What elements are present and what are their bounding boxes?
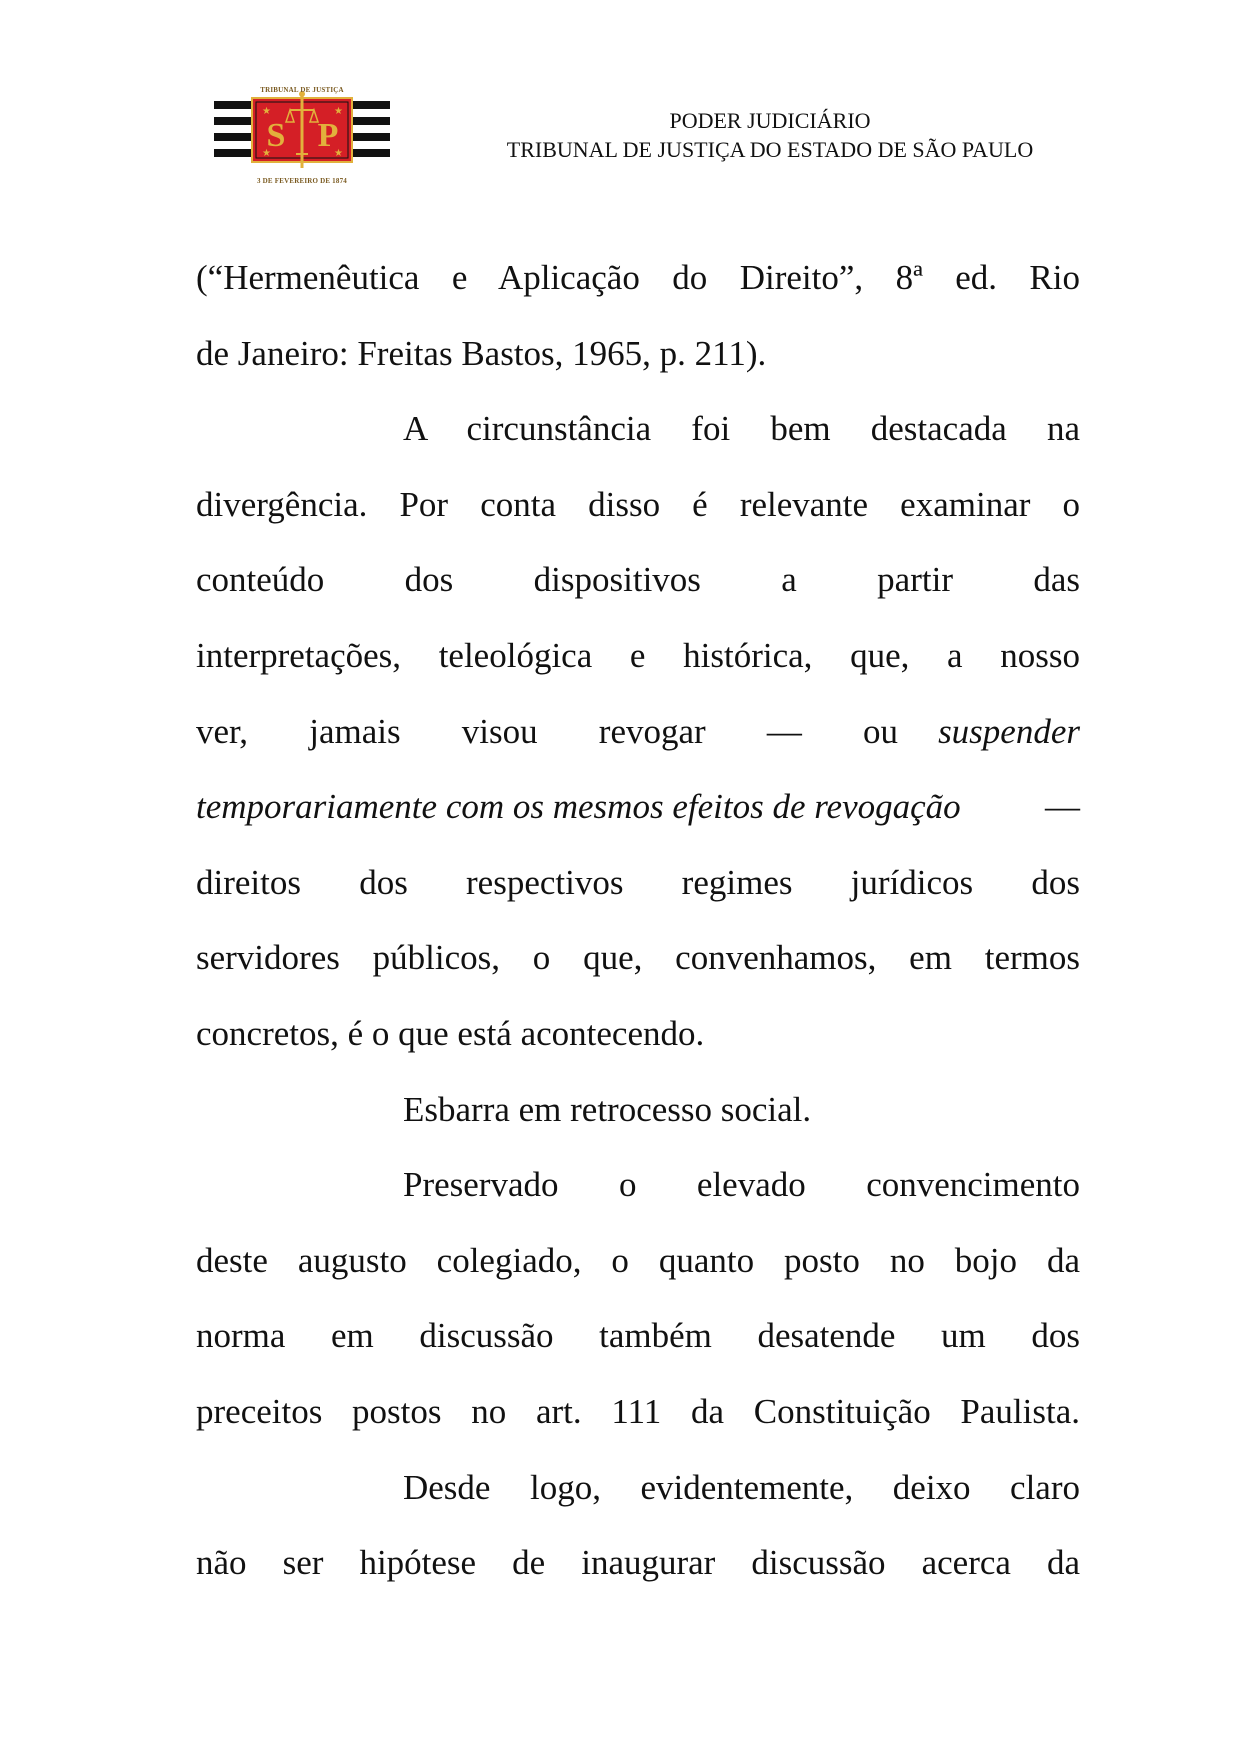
text-line: A circunstância foi bem destacada na <box>403 409 1080 449</box>
header-line-1: PODER JUDICIÁRIO <box>669 108 871 133</box>
text-line: deste augusto colegiado, o quanto posto no bojo da <box>196 1240 1080 1280</box>
svg-text:★: ★ <box>334 148 343 159</box>
seal-top-text: TRIBUNAL DE JUSTIÇA <box>260 86 344 94</box>
text-line: servidores públicos, o que, convenhamos, em termos <box>196 938 1080 978</box>
text-line: conteúdo dos dispositivos a partir das <box>196 560 1080 600</box>
text-segment-italic: temporariamente com os mesmos efeitos de revogação <box>196 787 961 827</box>
svg-text:★: ★ <box>262 106 271 117</box>
court-seal-logo <box>210 84 394 188</box>
text-line-mixed <box>196 769 1080 845</box>
text-line: interpretações, teleológica e histórica, que, a nosso <box>196 635 1080 675</box>
text-line: divergência. Por conta disso é relevante examinar o <box>196 484 1080 524</box>
seal-letter-p: P <box>317 117 339 154</box>
text-line: preceitos postos no art. 111 da Constituição Paulista. <box>196 1391 1080 1431</box>
text-line: não ser hipótese de inaugurar discussão acerca da <box>196 1543 1080 1583</box>
seal-letters <box>210 84 394 188</box>
document-body <box>196 240 1080 1601</box>
text-segment: ver, jamais visou revogar — ou <box>196 711 899 751</box>
text-line: concretos, é o que está acontecendo. <box>196 1013 705 1053</box>
text-line-mixed <box>196 694 1080 770</box>
svg-text:★: ★ <box>262 148 271 159</box>
header-institution-text <box>460 106 1080 164</box>
text-segment-italic: suspender <box>938 711 1080 751</box>
seal-bottom-text: 3 DE FEVEREIRO DE 1874 <box>257 177 347 185</box>
text-line: (“Hermenêutica e Aplicação do Direito”, 8ª ed. Rio <box>196 258 1080 297</box>
text-line: de Janeiro: Freitas Bastos, 1965, p. 211). <box>196 333 767 373</box>
svg-text:★: ★ <box>334 106 343 117</box>
page-header <box>210 84 1080 194</box>
seal-letter-s: S <box>266 117 286 154</box>
text-segment: — <box>1045 787 1080 827</box>
text-line: Esbarra em retrocesso social. <box>403 1089 812 1129</box>
header-line-2: TRIBUNAL DE JUSTIÇA DO ESTADO DE SÃO PAULO <box>506 137 1034 162</box>
text-line: Preservado o elevado convencimento <box>403 1165 1080 1205</box>
text-line: norma em discussão também desatende um dos <box>196 1316 1080 1356</box>
text-line: Desde logo, evidentemente, deixo claro <box>403 1467 1080 1507</box>
text-line: direitos dos respectivos regimes jurídicos dos <box>196 862 1080 902</box>
